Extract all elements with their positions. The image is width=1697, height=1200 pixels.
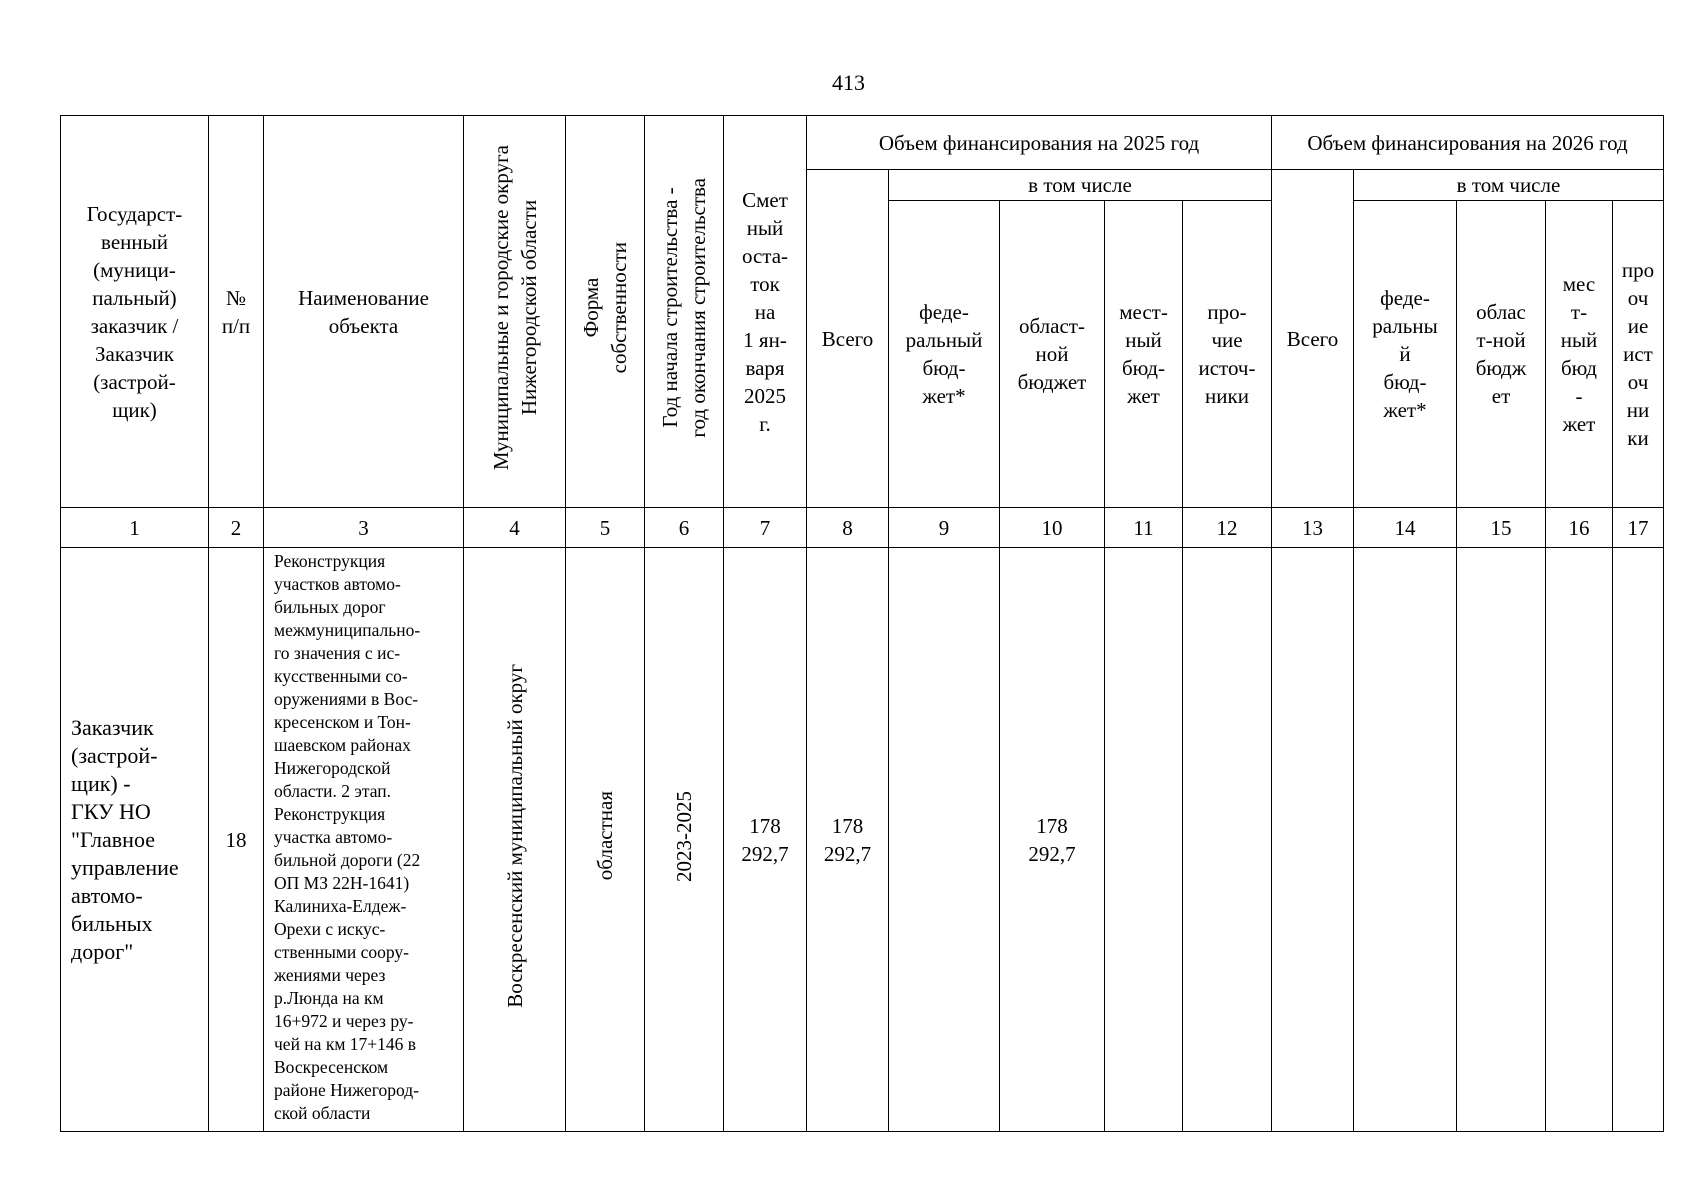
header-fed-2025: феде- ральный бюд- жет*	[889, 201, 1000, 508]
header-number: № п/п	[209, 116, 264, 508]
row-total-2026	[1272, 548, 1354, 1132]
column-number: 14	[1354, 508, 1457, 548]
header-loc-2026: мес т- ный бюд - жет	[1546, 201, 1613, 508]
row-loc-2026	[1546, 548, 1613, 1132]
row-customer: Заказчик (застрой- щик) - ГКУ НО "Главное управление автомо- бильных дорог"	[61, 548, 209, 1132]
column-number: 15	[1457, 508, 1546, 548]
row-number: 18	[209, 548, 264, 1132]
column-number: 3	[264, 508, 464, 548]
column-number: 8	[807, 508, 889, 548]
page-number: 413	[832, 70, 865, 95]
column-number: 1	[61, 508, 209, 548]
column-number: 17	[1613, 508, 1664, 548]
header-loc-2025: мест- ный бюд- жет	[1105, 201, 1183, 508]
column-number: 7	[724, 508, 807, 548]
column-number: 2	[209, 508, 264, 548]
header-total-2025: Всего	[807, 170, 889, 508]
header-years-cell	[645, 116, 724, 508]
row-ownership-cell	[566, 548, 645, 1132]
column-number: 4	[464, 508, 566, 548]
column-number: 5	[566, 508, 645, 548]
row-years-cell	[645, 548, 724, 1132]
header-oth-2026: про оч ие ист оч ни ки	[1613, 201, 1664, 508]
header-reg-2025: област- ной бюджет	[1000, 201, 1105, 508]
header-reg-2026: облас т-ной бюдж ет	[1457, 201, 1546, 508]
row-oth-2025	[1183, 548, 1272, 1132]
header-object-name: Наименование объекта	[264, 116, 464, 508]
row-district: Воскресенский муниципальный округ	[502, 664, 527, 1008]
column-number: 9	[889, 508, 1000, 548]
row-object-name: Реконструкция участков автомо- бильных дорог межмуниципально- го значения с ис- кусственными со- оружениями в Вос- кресенском и Тон- шаевском районах Нижегородской области. 2 этап. Реконструкция участка автомо- бильной дороги (22 ОП МЗ 22Н-1641) Калиниха-Елдеж- Орехи с искус- ственными соору- жениями через р.Люнда на км 16+972 и через ру- чей на км 17+146 в Воскресенском районе Нижегород- ской области	[264, 548, 464, 1132]
header-ownership: Форма собственности	[579, 242, 631, 374]
header-incl-2026: в том числе	[1354, 170, 1664, 201]
column-number: 12	[1183, 508, 1272, 548]
header-customer: Государст- венный (муници- пальный) заказчик / Заказчик (застрой- щик)	[61, 116, 209, 508]
header-group-2026: Объем финансирования на 2026 год	[1272, 116, 1664, 170]
header-estimate-remainder: Смет ный оста- ток на 1 ян- варя 2025 г.	[724, 116, 807, 508]
row-fed-2026	[1354, 548, 1457, 1132]
row-reg-2025: 178 292,7	[1000, 548, 1105, 1132]
column-number: 13	[1272, 508, 1354, 548]
header-years: Год начала строительства - год окончания строительства	[658, 178, 710, 438]
header-total-2026: Всего	[1272, 170, 1354, 508]
column-number: 6	[645, 508, 724, 548]
row-ownership: областная	[593, 791, 617, 881]
row-estimate-remainder: 178 292,7	[724, 548, 807, 1132]
header-oth-2025: про- чие источ- ники	[1183, 201, 1272, 508]
table-row	[61, 548, 1664, 1132]
header-ownership-cell	[566, 116, 645, 508]
header-incl-2025: в том числе	[889, 170, 1272, 201]
header-group-2025: Объем финансирования на 2025 год	[807, 116, 1272, 170]
header-district: Муниципальные и городские округа Нижегородской области	[488, 145, 541, 471]
row-total-2025: 178 292,7	[807, 548, 889, 1132]
column-number: 11	[1105, 508, 1183, 548]
row-fed-2025	[889, 548, 1000, 1132]
investment-program-table	[60, 115, 1664, 1132]
row-loc-2025	[1105, 548, 1183, 1132]
row-district-cell	[464, 548, 566, 1132]
column-number: 10	[1000, 508, 1105, 548]
header-fed-2026: феде- ральны й бюд- жет*	[1354, 201, 1457, 508]
column-number: 16	[1546, 508, 1613, 548]
header-district-cell	[464, 116, 566, 508]
row-reg-2026	[1457, 548, 1546, 1132]
row-oth-2026	[1613, 548, 1664, 1132]
row-years: 2023-2025	[672, 790, 696, 882]
